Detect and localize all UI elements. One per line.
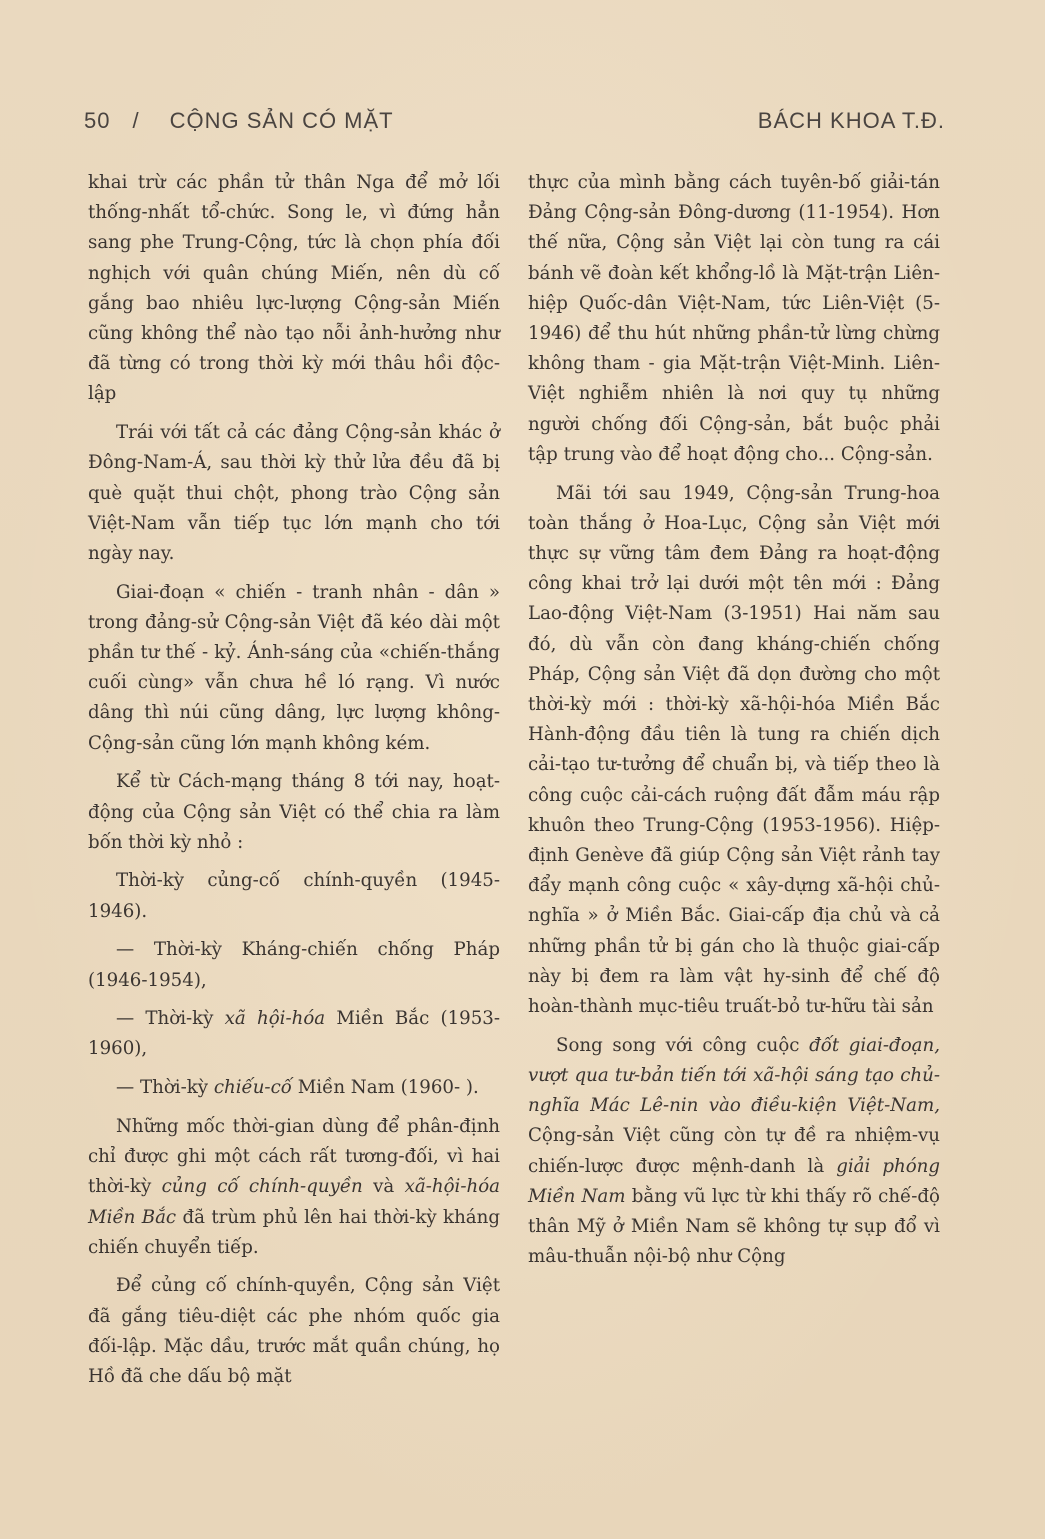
paragraph xyxy=(88,935,500,995)
text-run: Song song với công cuộc xyxy=(556,1034,810,1056)
header-left xyxy=(84,108,394,134)
paragraph: thực của mình bằng cách tuyên-bố giải-tán Đảng Cộng-sản Đông-dương (11-1954). Hơn thế nữa, Cộng sản Việt lại còn tung ra cái bánh vẽ đoàn kết khổng-lồ là Mặt-trận Liên-hiệp Quốc-dân Việt-Nam, tức Liên-Việt (5-1946) để thu hút những phần-tử lừng chừng không tham - gia Mặt-trận Việt-Minh. Liên-Việt nghiễm nhiên là nơi quy tụ những người chống đối Cộng-sản, bắt buộc phải tập trung vào để hoạt động cho... Cộng-sản. xyxy=(528,172,940,465)
page-number: 50 xyxy=(84,108,111,133)
left-column xyxy=(88,168,500,1401)
italic-run: giải phóng Miền Nam xyxy=(528,1155,941,1207)
italic-run: đốt giai-đoạn, vượt qua tư-bản tiến tới xã-hội sáng tạo chủ-nghĩa Mác Lê-nin vào điều-kiện Việt-Nam, xyxy=(528,1034,940,1117)
italic-run: xã-hội-hóa Miền Bắc xyxy=(88,1176,500,1228)
paragraph: Trái với tất cả các đảng Cộng-sản khác ở Đông-Nam-Á, sau thời kỳ thử lửa đều đã bị què quặt thui chột, phong trào Cộng sản Việt-Nam vẫn tiếp tục lớn mạnh cho tới ngày nay. xyxy=(88,422,500,564)
paragraph xyxy=(88,1073,500,1103)
paragraph: Mãi tới sau 1949, Cộng-sản Trung-hoa toàn thắng ở Hoa-Lục, Cộng sản Việt mới thực sự vững tâm đem Đảng ra hoạt-động công khai trở lại dưới một tên mới : Đảng Lao-động Việt-Nam (3-1951) Hai năm sau đó, dù vẫn còn đang kháng-chiến chống Pháp, Cộng sản Việt đã dọn đường cho một thời-kỳ mới : thời-kỳ xã-hội-hóa Miền Bắc Hành-động đầu tiên là tung ra chiến dịch cải-tạo tư-tưởng để chuẩn bị, và tiếp theo là công cuộc cải-cách ruộng đất đẫm máu rập khuôn theo Trung-Cộng (1953-1956). Hiệp-định Genève đã giúp Cộng sản Việt rảnh tay đẩy mạnh công cuộc « xây-dựng xã-hội chủ-nghĩa » ở Miền Bắc. Giai-cấp địa chủ và cả những phần tử bị gán cho là thuộc giai-cấp này bị đem ra làm vật hy-sinh để chế độ hoàn-thành mục-tiêu truất-bỏ tư-hữu tài sản xyxy=(528,482,940,1017)
italic-run: xã hội-hóa xyxy=(224,1008,326,1030)
text-run: và xyxy=(362,1176,405,1198)
magazine-title: BÁCH KHOA T.Đ. xyxy=(757,108,945,133)
paragraph: Giai-đoạn « chiến - tranh nhân - dân » trong đảng-sử Cộng-sản Việt đã kéo dài một phần tư thế - kỷ. Ánh-sáng của «chiến-thắng cuối cùng» vẫn chưa hề ló rạng. Vì nước dâng thì núi cũng dâng, lực lượng không-Cộng-sản cũng lớn mạnh không kém. xyxy=(88,581,500,754)
text-run: Cộng-sản Việt cũng còn tự đề ra nhiệm-vụ chiến-lược được mệnh-danh là xyxy=(528,1125,940,1177)
text-run: Thời-kỳ củng-cố chính-quyền (1945-1946). xyxy=(88,870,500,922)
header-separator: / xyxy=(132,108,140,133)
text-run: — Thời-kỳ xyxy=(116,1077,214,1099)
paragraph: Kể từ Cách-mạng tháng 8 tới nay, hoạt-động của Cộng sản Việt có thể chia ra làm bốn thời kỳ nhỏ : xyxy=(88,771,500,853)
text-run: Miền Bắc (1953-1960), xyxy=(88,1008,501,1060)
paragraph: khai trừ các phần tử thân Nga để mở lối thống-nhất tổ-chức. Song le, vì đứng hẳn sang phe Trung-Cộng, tức là chọn phía đối nghịch với quân chúng Miến, nên dù cố gắng bao nhiêu lực-lượng Cộng-sản Miến cũng không thể nào tạo nỗi ảnh-hưởng như đã từng có trong thời kỳ mới thâu hồi độc-lập xyxy=(88,172,500,405)
section-title: CỘNG SẢN CÓ MẶT xyxy=(169,108,394,133)
paragraph xyxy=(88,1112,500,1263)
paragraph xyxy=(528,1031,940,1273)
italic-run: chiếu-cố xyxy=(213,1077,292,1099)
italic-run: củng cố chính-quyền xyxy=(161,1176,363,1198)
right-column xyxy=(528,168,940,1281)
text-run: Miền Nam (1960- ). xyxy=(291,1077,479,1099)
paragraph xyxy=(88,1004,500,1064)
text-run: — Thời-kỳ Kháng-chiến chống Pháp (1946-1954), xyxy=(88,939,500,991)
running-header xyxy=(84,104,945,138)
text-run: Những mốc thời-gian dùng để phân-định chỉ được ghi một cách rất tương-đối, vì hai thời-kỳ xyxy=(88,1115,500,1198)
paragraph: Để củng cố chính-quyền, Cộng sản Việt đã gắng tiêu-diệt các phe nhóm quốc gia đối-lập. Mặc dầu, trước mắt quần chúng, họ Hồ đã che dấu bộ mặt xyxy=(88,1275,500,1388)
text-run: đã trùm phủ lên hai thời-kỳ kháng chiến chuyển tiếp. xyxy=(88,1206,500,1258)
paragraph xyxy=(88,866,500,926)
text-run: — Thời-kỳ xyxy=(116,1008,225,1030)
text-run: bằng vũ lực từ khi thấy rõ chế-độ thân Mỹ ở Miền Nam sẽ không tự sụp đổ vì mâu-thuẫn nội-bộ như Cộng xyxy=(528,1185,940,1268)
